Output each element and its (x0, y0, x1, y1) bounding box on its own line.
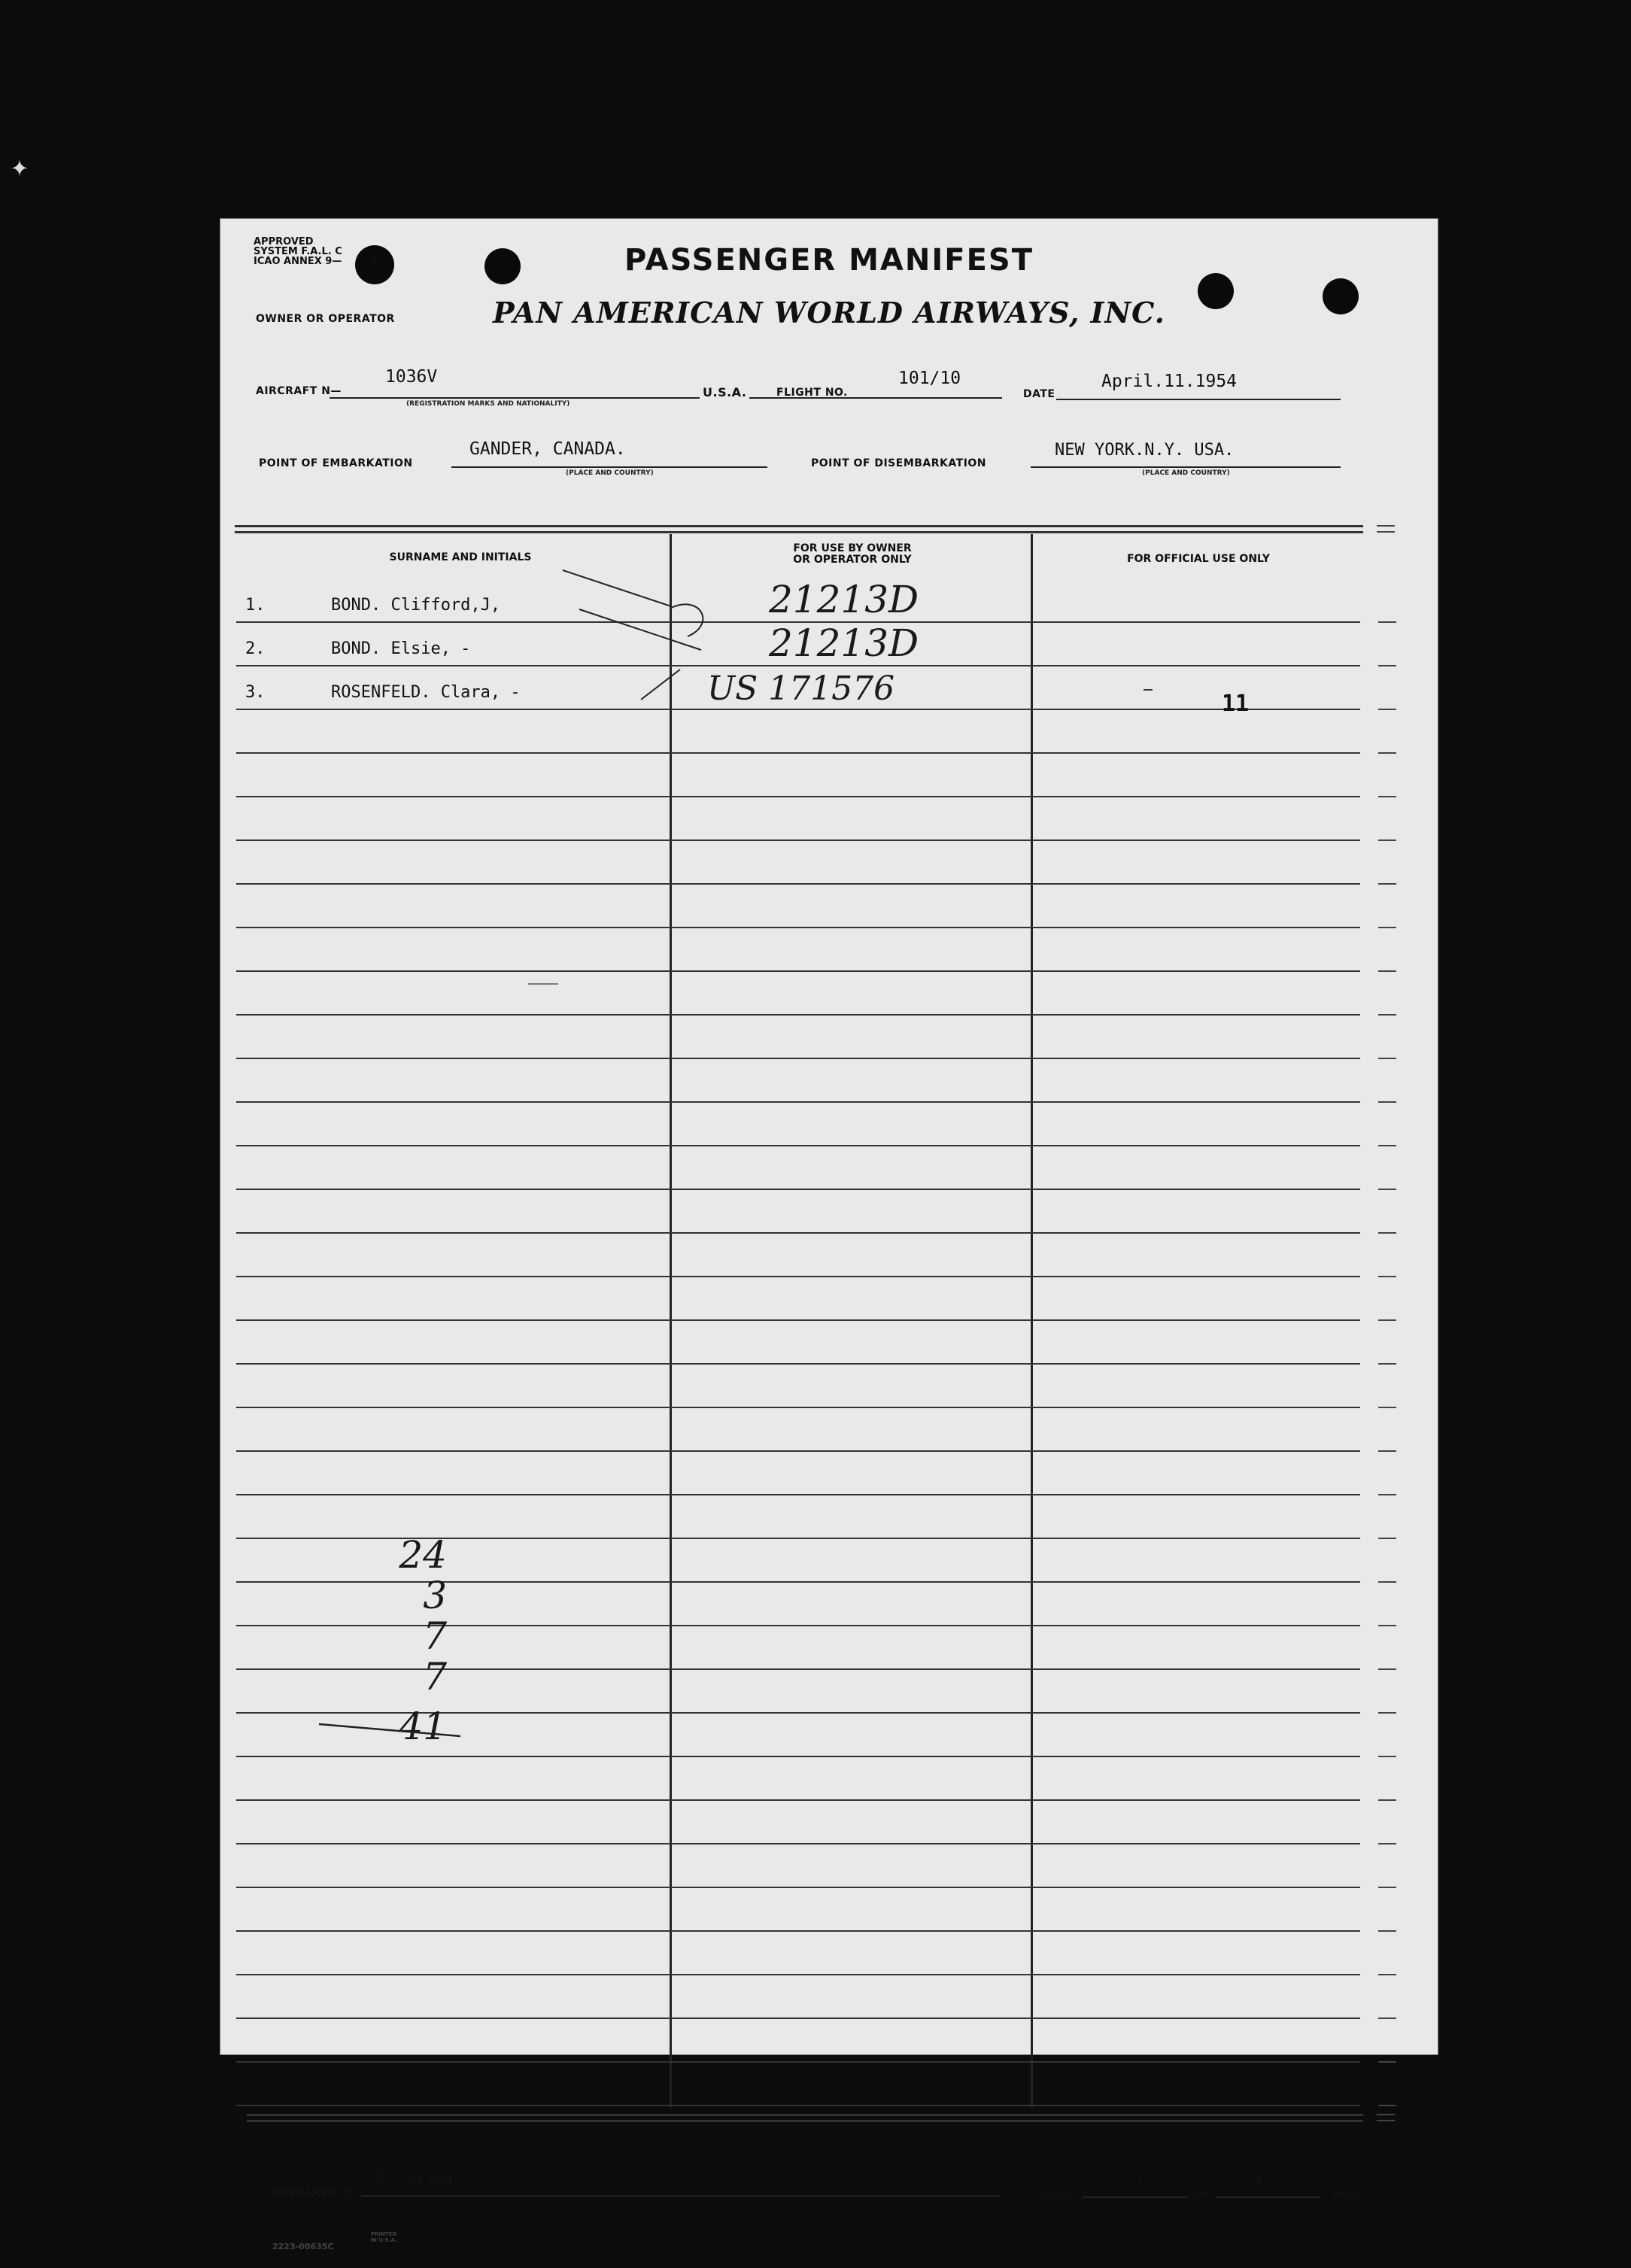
margin-dash (1378, 1276, 1396, 1277)
edge-mark: ✦ (11, 149, 29, 184)
margin-dash (1378, 1930, 1396, 1932)
margin-dash (1378, 1058, 1396, 1059)
margin-dash (1378, 883, 1396, 885)
place-caption: (PLACE AND COUNTRY) (566, 469, 654, 477)
pag-label: PAG (1333, 2189, 1358, 2201)
margin-dash (1378, 1887, 1396, 1888)
margin-dash (1378, 2018, 1396, 2019)
col-header-surname: SURNAME AND INITIALS (389, 551, 532, 563)
flight-date: April.11.1954 (1101, 372, 1238, 391)
flight-label: FLIGHT NO. (776, 387, 848, 399)
place-caption: (PLACE AND COUNTRY) (1142, 469, 1230, 477)
margin-dash (1378, 2061, 1396, 2063)
prepared-by-name: R Carter. (376, 2169, 466, 2188)
disembarkation-place: NEW YORK.N.Y. USA. (1055, 441, 1235, 460)
margin-dash (1378, 1407, 1396, 1408)
tally-value: 41 (399, 1705, 447, 1748)
usa-label: U.S.A. (700, 385, 749, 399)
row-rule (236, 1276, 1360, 1277)
tally-value: 7 (423, 1614, 447, 1658)
margin-dash (1378, 2105, 1396, 2106)
approved-line: ICAO ANNEX 9— (254, 256, 342, 267)
passenger-name: BOND. Elsie, - (331, 639, 471, 658)
row-rule (236, 1232, 1360, 1234)
operator-entry: 21213D (769, 621, 919, 665)
margin-dash (1378, 1494, 1396, 1495)
row-rule (236, 1101, 1360, 1103)
page-label: PAGE (1041, 2189, 1074, 2201)
margin-dash (1378, 1625, 1396, 1626)
row-rule (236, 927, 1360, 928)
date-label: DATE (1023, 388, 1055, 400)
margin-dash (1378, 970, 1396, 972)
row-rule (236, 1058, 1360, 1059)
registration-caption: (REGISTRATION MARKS AND NATIONALITY) (406, 400, 570, 408)
airline-name: PAN AMERICAN WORLD AIRWAYS, INC. (493, 296, 1165, 329)
total-pages: 1 (1253, 2171, 1264, 2190)
row-rule (236, 1450, 1360, 1452)
row-rule (236, 2061, 1360, 2063)
row-rule (236, 2018, 1360, 2019)
row-rule (236, 1363, 1360, 1365)
official-entry: 11 (1222, 691, 1250, 717)
row-rule (236, 1145, 1360, 1146)
col-header-operator-line: FOR USE BY OWNER (793, 542, 912, 554)
row-rule (236, 709, 1360, 710)
margin-dash (1378, 1101, 1396, 1103)
margin-dash (1378, 927, 1396, 928)
margin-dash (1378, 1145, 1396, 1146)
margin-dash (1378, 1799, 1396, 1801)
page-title: PASSENGER MANIFEST (624, 243, 1034, 278)
row-rule (236, 1756, 1360, 1757)
margin-dash (1378, 1712, 1396, 1714)
col-header-operator (676, 543, 1029, 566)
row-rule (236, 1319, 1360, 1321)
margin-dash (1378, 1581, 1396, 1583)
row-rule (236, 2105, 1360, 2106)
margin-dash (1378, 1232, 1396, 1234)
margin-dash (1378, 1843, 1396, 1844)
owner-label: OWNER OR OPERATOR (256, 313, 395, 325)
approved-line: SYSTEM F.A.L. C (254, 246, 342, 257)
row-rule (236, 1189, 1360, 1190)
margin-dash (1378, 839, 1396, 841)
row-rule (236, 752, 1360, 754)
row-rule (236, 970, 1360, 972)
row-rule (236, 1930, 1360, 1932)
margin-dash (1378, 621, 1396, 623)
row-rule (236, 839, 1360, 841)
margin-dash (1378, 1974, 1396, 1975)
margin-dash (1378, 1538, 1396, 1539)
row-rule (236, 1843, 1360, 1844)
margin-dash (1378, 796, 1396, 797)
margin-dash (1378, 1668, 1396, 1670)
row-rule (236, 1799, 1360, 1801)
row-rule (236, 1014, 1360, 1016)
tally-value: 24 (399, 1533, 447, 1577)
handwritten-strokes (220, 218, 1438, 2055)
aircraft-number: 1036V (385, 367, 438, 387)
margin-dash (1378, 1014, 1396, 1016)
operator-entry: 21213D (769, 578, 919, 621)
tally-value: 3 (423, 1574, 447, 1617)
col-header-official: FOR OFFICIAL USE ONLY (1127, 553, 1270, 565)
margin-dash (1378, 665, 1396, 666)
aircraft-label: AIRCRAFT N— (256, 385, 342, 397)
margin-dash (1378, 709, 1396, 710)
col-header-operator-line: OR OPERATOR ONLY (793, 554, 912, 566)
column-divider (1031, 534, 1033, 2108)
row-rule (236, 883, 1360, 885)
row-number: 2. (245, 639, 266, 658)
column-divider (670, 534, 672, 2108)
disembarkation-label: POINT OF DISEMBARKATION (811, 457, 987, 469)
approved-line-end: 2 (370, 256, 378, 267)
of-label: OF (1195, 2189, 1212, 2201)
approved-line: APPROVED (254, 236, 314, 247)
row-number: 3. (245, 683, 266, 702)
row-rule (236, 1974, 1360, 1975)
embarkation-label: POINT OF EMBARKATION (259, 457, 413, 469)
printed-stamp: PRINTED IN U.S.A. (370, 2231, 397, 2243)
margin-dash (1378, 1319, 1396, 1321)
passenger-name: ROSENFELD. Clara, - (331, 683, 521, 702)
margin-dash (1378, 1756, 1396, 1757)
margin-dash (1378, 752, 1396, 754)
passenger-manifest-sheet (220, 218, 1438, 2251)
row-rule (236, 1407, 1360, 1408)
tally-value: 7 (423, 1655, 447, 1699)
page-number: 1 (1134, 2171, 1145, 2190)
form-code: 2223-00635C (272, 2242, 334, 2251)
row-rule (236, 1887, 1360, 1888)
row-rule (236, 665, 1360, 666)
margin-dash (1378, 1363, 1396, 1365)
row-rule (236, 1494, 1360, 1495)
operator-entry: US 171576 (707, 669, 895, 708)
row-number: 1. (245, 596, 266, 615)
flight-number: 101/10 (898, 369, 961, 388)
margin-dash (1378, 1450, 1396, 1452)
embarkation-place: GANDER, CANADA. (469, 439, 626, 459)
handwritten-tally (387, 1535, 447, 1747)
prepared-by-label: PREPARED BY (272, 2188, 357, 2200)
passenger-name: BOND. Clifford,J, (331, 596, 501, 615)
row-rule (236, 796, 1360, 797)
margin-dash (1378, 1189, 1396, 1190)
